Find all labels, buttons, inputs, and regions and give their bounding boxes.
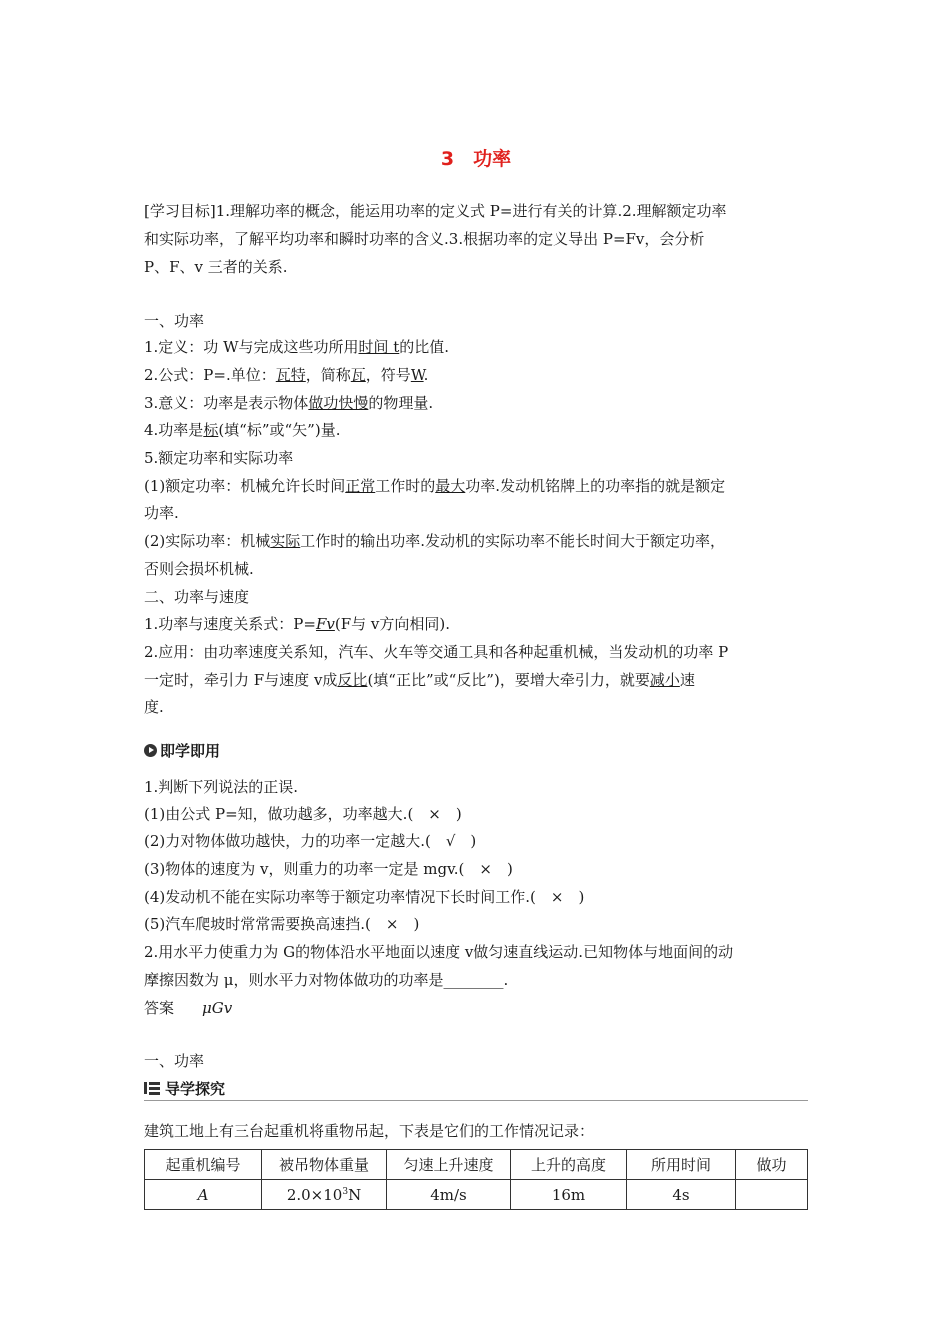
rated-power-line-1: (1)额定功率：机械允许长时间正常工作时的最大功率.发动机铭牌上的功率指的就是额定	[144, 477, 726, 495]
question-1-item-1: (1)由公式 P=知，做功越多，功率越大.( × )	[144, 805, 462, 823]
page-title: 3 功率	[440, 148, 512, 170]
actual-power-line-1: (2)实际功率：机械实际工作时的输出功率.发动机的实际功率不能长时间大于额定功率，	[144, 532, 726, 550]
answer-line: 答案 μGv	[144, 999, 233, 1017]
table-header-row	[145, 1150, 808, 1180]
cell-weight: $2.0\times 10^3N$	[262, 1180, 387, 1210]
play-circle-icon	[144, 744, 157, 757]
question-1-item-3: (3)物体的速度为 v，则重力的功率一定是 mgv.( × )	[144, 860, 513, 878]
rated-power-line-2: 功率.	[144, 504, 179, 522]
question-1-item-2: (2)力对物体做功越快，力的功率一定越大.( √ )	[144, 832, 477, 850]
guide-divider	[144, 1100, 808, 1101]
cell-time: 4s	[627, 1180, 736, 1210]
application-line-2: 一定时，牵引力 F与速度 v成反比(填“正比”或“反比”)，要增大牵引力，就要减小速	[144, 671, 695, 689]
formula-line: 2.公式：P=.单位：瓦特，简称瓦，符号W.	[144, 366, 429, 384]
header-time: 所用时间	[627, 1150, 736, 1180]
crane-table	[144, 1149, 808, 1210]
explore-section-heading: 一、功率	[144, 1052, 205, 1070]
section-heading-power-speed: 二、功率与速度	[144, 588, 250, 606]
meaning-line: 3.意义：功率是表示物体做功快慢的物理量.	[144, 394, 434, 412]
cell-speed: 4m/s	[387, 1180, 511, 1210]
rated-heading: 5.额定功率和实际功率	[144, 449, 294, 467]
cell-crane-id: A	[145, 1180, 262, 1210]
scalar-line: 4.功率是标(填“标”或“矢”)量.	[144, 421, 341, 439]
cell-height: 16m	[511, 1180, 627, 1210]
question-1: 1.判断下列说法的正误.	[144, 778, 299, 796]
objectives-line-2: 和实际功率，了解平均功率和瞬时功率的含义.3.根据功率的定义导出 P=Fv，会分析	[144, 230, 705, 248]
question-1-item-4: (4)发动机不能在实际功率等于额定功率情况下长时间工作.( × )	[144, 888, 585, 906]
header-crane-id: 起重机编号	[145, 1150, 262, 1180]
explore-intro: 建筑工地上有三台起重机将重物吊起，下表是它们的工作情况记录：	[144, 1122, 595, 1140]
application-line-3: 度.	[144, 698, 164, 716]
header-height: 上升的高度	[511, 1150, 627, 1180]
question-2-line-1: 2.用水平力使重力为 G的物体沿水平地面以速度 v做匀速直线运动.已知物体与地面间的动	[144, 943, 734, 961]
guide-heading: 导学探究	[144, 1078, 225, 1099]
header-work: 做功	[736, 1150, 808, 1180]
practice-heading: 即学即用	[144, 740, 220, 761]
question-1-item-5: (5)汽车爬坡时常常需要换高速挡.( × )	[144, 915, 420, 933]
question-2-line-2: 摩擦因数为 μ，则水平力对物体做功的功率是________.	[144, 971, 509, 989]
application-line-1: 2.应用：由功率速度关系知，汽车、火车等交通工具和各种起重机械，当发动机的功率 P	[144, 643, 729, 661]
header-weight: 被吊物体重量	[262, 1150, 387, 1180]
cell-work	[736, 1180, 808, 1210]
objectives-line-3: P、F、v 三者的关系.	[144, 258, 288, 276]
section-heading-power: 一、功率	[144, 312, 205, 330]
definition-line: 1.定义：功 W与完成这些功所用时间 t的比值.	[144, 338, 450, 356]
list-icon	[144, 1081, 160, 1095]
objectives-line-1: [学习目标]1.理解功率的概念，能运用功率的定义式 P=进行有关的计算.2.理解额定功率	[144, 202, 727, 220]
actual-power-line-2: 否则会损坏机械.	[144, 560, 254, 578]
header-speed: 匀速上升速度	[387, 1150, 511, 1180]
relation-line: 1.功率与速度关系式：P=Fv(F与 v方向相同).	[144, 615, 450, 633]
table-row	[145, 1180, 808, 1210]
